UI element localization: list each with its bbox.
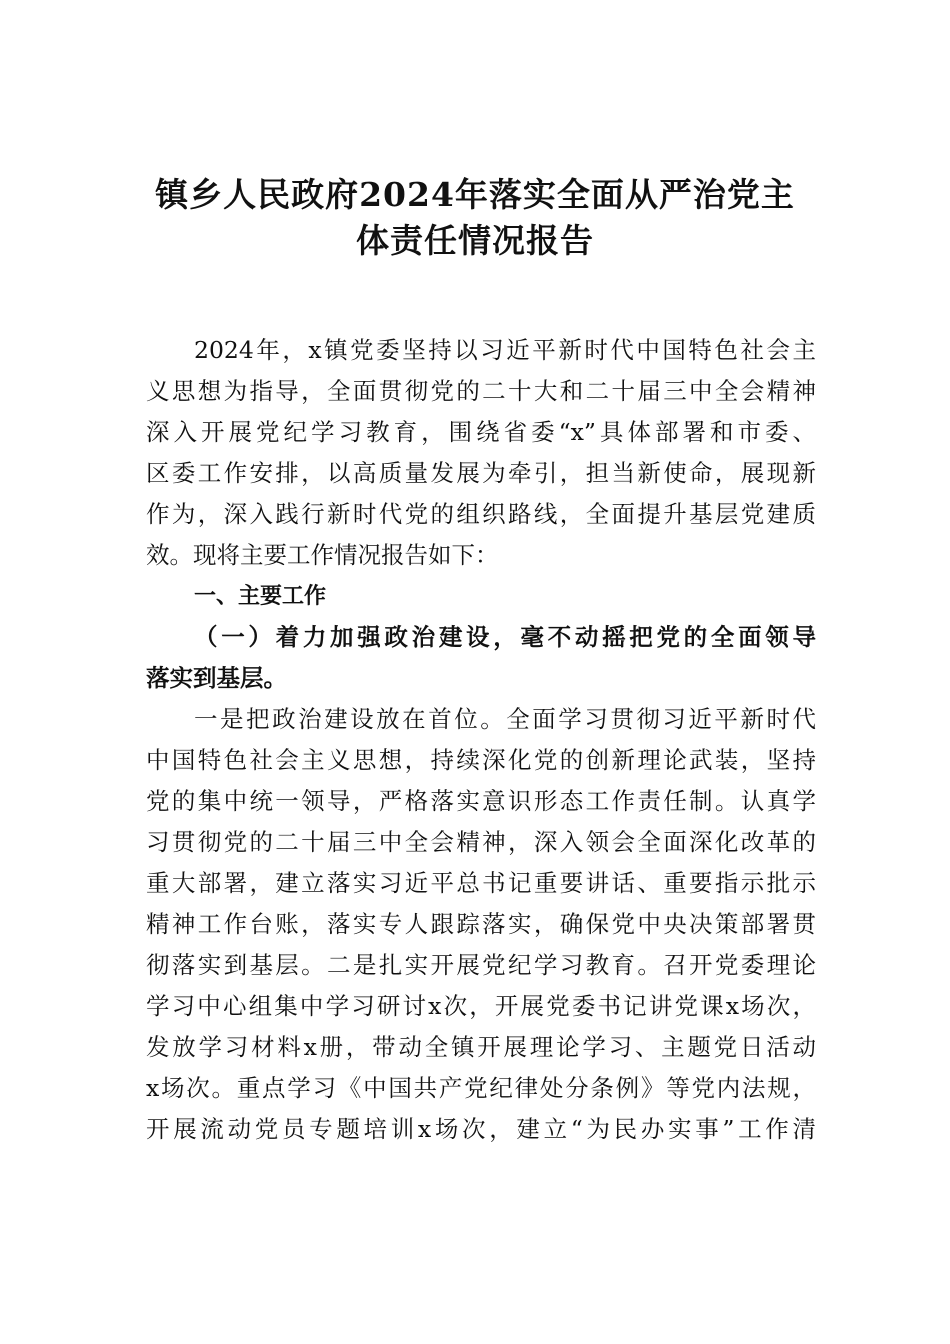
body-line-7: 彻落实到基层。二是扎实开展党纪学习教育。召开党委理论 (146, 951, 816, 979)
body-line-10: x场次。重点学习《中国共产党纪律处分条例》等党内法规， (146, 1074, 816, 1102)
body-line-5: 重大部署，建立落实习近平总书记重要讲话、重要指示批示 (146, 869, 816, 897)
title-line-2: 体责任情况报告 (356, 221, 594, 260)
intro-line-6: 效。现将主要工作情况报告如下： (146, 541, 499, 569)
intro-line-4: 区委工作安排，以高质量发展为牵引，担当新使命，展现新 (146, 459, 816, 487)
body-line-1: 一是把政治建设放在首位。全面学习贯彻习近平新时代 (194, 705, 816, 733)
body-line-6: 精神工作台账，落实专人跟踪落实，确保党中央决策部署贯 (146, 910, 816, 938)
section-heading-main-work: 一、主要工作 (194, 584, 327, 609)
body-line-3: 党的集中统一领导，严格落实意识形态工作责任制。认真学 (146, 787, 816, 815)
document-body (146, 330, 816, 1150)
body-line-2: 中国特色社会主义思想，持续深化党的创新理论武装，坚持 (146, 746, 816, 774)
intro-line-2: 义思想为指导，全面贯彻党的二十大和二十届三中全会精神 (146, 377, 816, 405)
body-line-9: 发放学习材料x册，带动全镇开展理论学习、主题党日活动 (146, 1033, 816, 1061)
subsection-heading-1-line-2: 落实到基层。 (146, 664, 287, 692)
intro-line-1: 2024年，x镇党委坚持以习近平新时代中国特色社会主 (194, 336, 816, 364)
body-line-11: 开展流动党员专题培训x场次，建立“为民办实事”工作清 (146, 1115, 816, 1143)
intro-line-3: 深入开展党纪学习教育，围绕省委“x”具体部署和市委、 (146, 418, 816, 446)
body-line-8: 学习中心组集中学习研讨x次，开展党委书记讲党课x场次， (146, 992, 816, 1020)
title-line-1: 镇乡人民政府2024年落实全面从严治党主 (155, 175, 795, 214)
document-title (120, 172, 830, 264)
intro-line-5: 作为，深入践行新时代党的组织路线，全面提升基层党建质 (146, 500, 816, 528)
body-line-4: 习贯彻党的二十届三中全会精神，深入领会全面深化改革的 (146, 828, 816, 856)
subsection-heading-1-line-1: （一）着力加强政治建设，毫不动摇把党的全面领导 (194, 623, 816, 651)
